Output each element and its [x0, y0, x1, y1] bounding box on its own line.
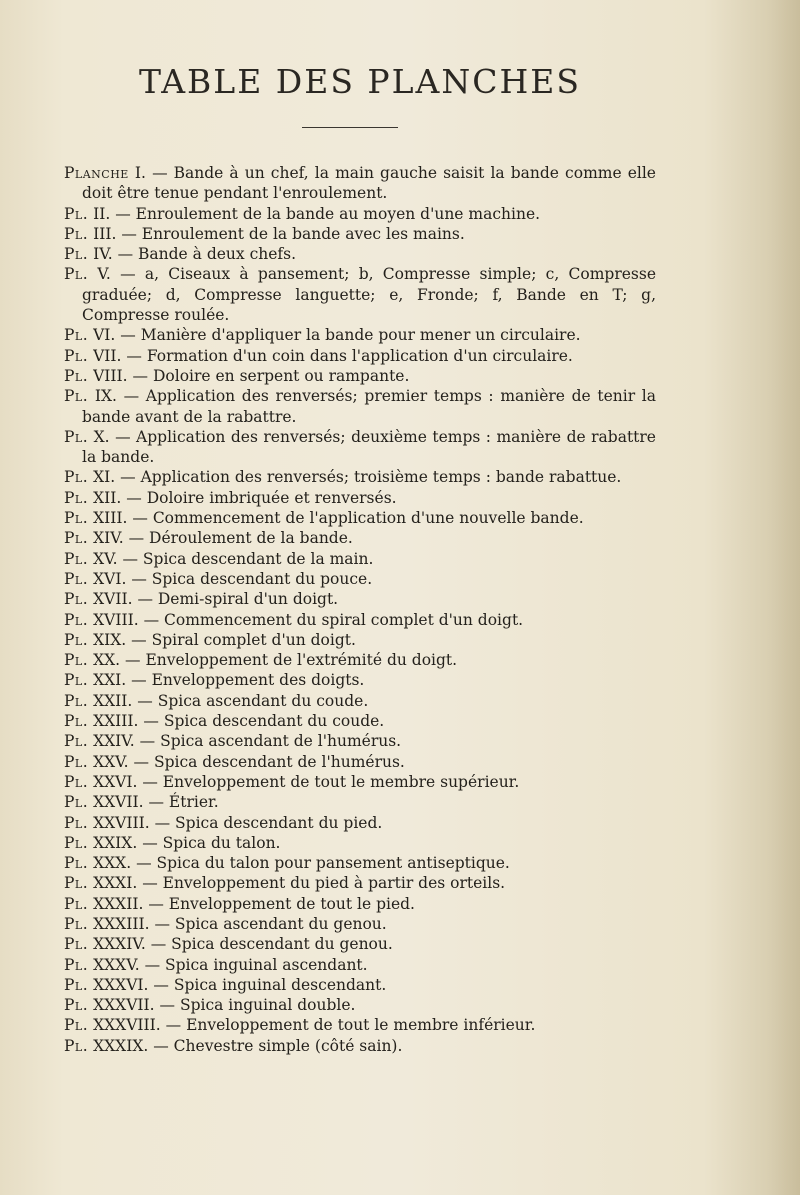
plate-description: — Enveloppement de l'extrémité du doigt.: [125, 651, 458, 670]
plate-entry: [64, 569, 656, 589]
plate-description: — Enveloppement du pied à partir des orteils.: [142, 874, 506, 893]
plate-label: Pl.: [64, 346, 89, 365]
plate-number: VII.: [93, 346, 122, 365]
plate-description: — Application des renversés; premier temps : manière de tenir la bande avant de la rabattre.: [82, 387, 656, 426]
plate-entry: [64, 752, 656, 772]
plate-number: XVII.: [93, 590, 133, 609]
plate-label: Pl.: [64, 975, 89, 994]
plate-description: — Spica inguinal ascendant.: [144, 955, 368, 974]
plate-number: XIX.: [93, 630, 127, 649]
plate-description: — Spica du talon pour pansement antiseptique.: [136, 854, 510, 873]
plate-number: XXXV.: [93, 955, 140, 974]
plate-entry: [64, 366, 656, 386]
plate-entry: [64, 224, 656, 244]
plate-entry: [64, 853, 656, 873]
plate-number: I.: [134, 164, 146, 182]
plate-entry: [64, 427, 656, 468]
plate-number: XV.: [93, 549, 118, 568]
plate-description: — Spica descendant de la main.: [122, 549, 374, 568]
plate-entry: [64, 731, 656, 751]
plate-description: — Enveloppement de tout le membre inférieur.: [165, 1016, 536, 1035]
plate-label: Pl.: [64, 326, 89, 345]
plate-number: XXXIX.: [93, 1036, 149, 1055]
plate-label: Pl.: [64, 427, 89, 446]
plate-label: Pl.: [64, 630, 89, 649]
plate-label: Pl.: [64, 488, 89, 507]
plate-number: XIV.: [93, 529, 124, 548]
plate-entry: [64, 934, 656, 954]
plate-label: Pl.: [64, 1036, 89, 1055]
plate-label: Pl.: [64, 569, 89, 588]
plate-description: — Doloire imbriquée et renversés.: [126, 488, 397, 507]
plate-number: XXXII.: [93, 894, 144, 913]
plate-number: XXIX.: [93, 833, 138, 852]
plate-entry: [64, 610, 656, 630]
plate-description: — Spica inguinal double.: [159, 996, 356, 1015]
plate-entry: [64, 691, 656, 711]
plate-number: V.: [97, 265, 111, 284]
plate-description: — a, Ciseaux à pansement; b, Compresse simple; c, Compresse graduée; d, Compresse languette; e, Fronde; f, Bande en T; g, Compresse roulée.: [82, 265, 656, 325]
plate-label: Pl.: [64, 549, 89, 568]
plate-entry: [64, 711, 656, 731]
plate-number: XXXVI.: [93, 975, 149, 994]
plate-entry: [64, 833, 656, 853]
plate-entry: [64, 650, 656, 670]
plate-number: XXVI.: [93, 772, 138, 791]
plate-label: Pl.: [64, 691, 89, 710]
plate-description: — Spica du talon.: [142, 833, 281, 852]
plate-entry: [64, 325, 656, 345]
plate-label: Planche: [64, 164, 129, 182]
plate-description: — Spica descendant du pied.: [154, 813, 383, 832]
plate-description: — Enroulement de la bande au moyen d'une machine.: [115, 204, 541, 223]
plate-number: VI.: [93, 326, 116, 345]
plate-number: XXIII.: [93, 712, 139, 731]
plate-label: Pl.: [64, 509, 89, 528]
plate-description: — Enveloppement des doigts.: [131, 671, 365, 690]
plate-entry: [64, 894, 656, 914]
page-title: TABLE DES PLANCHES: [139, 62, 581, 101]
plate-label: Pl.: [64, 996, 89, 1015]
plate-entry: [64, 244, 656, 264]
plate-description: — Manière d'appliquer la bande pour mener un circulaire.: [120, 326, 581, 345]
plate-description: — Application des renversés; troisième temps : bande rabattue.: [120, 468, 622, 487]
plate-number: II.: [93, 204, 111, 223]
plate-label: Pl.: [64, 894, 89, 913]
plate-entry: [64, 995, 656, 1015]
plate-number: XXXIV.: [93, 935, 146, 954]
plate-entry: [64, 1036, 656, 1056]
plate-entry: [64, 528, 656, 548]
plate-label: Pl.: [64, 914, 89, 933]
plate-label: Pl.: [64, 854, 89, 873]
plate-description: — Chevestre simple (côté sain).: [153, 1036, 403, 1055]
plate-label: Pl.: [64, 468, 89, 487]
plate-description: — Spica descendant du pouce.: [131, 569, 373, 588]
plate-label: Pl.: [64, 245, 89, 264]
plate-number: XVIII.: [93, 610, 139, 629]
plate-entry: [64, 204, 656, 224]
plate-label: Pl.: [64, 874, 89, 893]
plate-number: VIII.: [93, 366, 128, 385]
plate-description: — Spica descendant du coude.: [143, 712, 385, 731]
plate-entry: [64, 488, 656, 508]
plate-description: — Spica descendant du genou.: [150, 935, 393, 954]
plate-label: Pl.: [64, 204, 89, 223]
plate-entry: [64, 772, 656, 792]
plate-label: Pl.: [64, 224, 89, 243]
plate-description: — Étrier.: [148, 793, 219, 812]
plate-entry: [64, 549, 656, 569]
plate-number: XXVII.: [93, 793, 144, 812]
plate-number: XIII.: [93, 509, 128, 528]
plate-description: — Formation d'un coin dans l'application d'un circulaire.: [126, 346, 573, 365]
plate-description: — Spiral complet d'un doigt.: [131, 630, 356, 649]
plate-description: — Spica descendant de l'humérus.: [133, 752, 405, 771]
plate-label: Pl.: [64, 529, 89, 548]
plate-label: Pl.: [64, 813, 89, 832]
plate-label: Pl.: [64, 752, 89, 771]
plate-number: XXXVIII.: [93, 1016, 161, 1035]
plate-entry: [64, 792, 656, 812]
plate-description: — Enveloppement de tout le pied.: [148, 894, 415, 913]
plate-number: III.: [93, 224, 117, 243]
plate-number: XXI.: [93, 671, 127, 690]
plate-number: XXVIII.: [93, 813, 150, 832]
plate-description: — Demi-spiral d'un doigt.: [137, 590, 339, 609]
plate-entry: [64, 589, 656, 609]
plate-entry: [64, 975, 656, 995]
plate-number: XXXVII.: [93, 996, 155, 1015]
plate-label: Pl.: [64, 610, 89, 629]
plate-entry: [64, 670, 656, 690]
plate-description: — Spica ascendant de l'humérus.: [139, 732, 402, 751]
plate-label: Pl.: [64, 935, 89, 954]
plate-number: XI.: [93, 468, 116, 487]
plate-number: XX.: [93, 651, 121, 670]
plate-label: Pl.: [64, 387, 89, 406]
plate-number: XVI.: [93, 569, 127, 588]
plate-entry: [64, 630, 656, 650]
plate-description: — Déroulement de la bande.: [128, 529, 353, 548]
plate-label: Pl.: [64, 955, 89, 974]
plate-entry: [64, 813, 656, 833]
plate-entry: [64, 386, 656, 427]
plate-entry: [64, 873, 656, 893]
plate-label: Pl.: [64, 366, 89, 385]
plate-label: Pl.: [64, 772, 89, 791]
plate-entry: [64, 955, 656, 975]
plate-label: Pl.: [64, 732, 89, 751]
plate-label: Pl.: [64, 712, 89, 731]
plate-number: XXIV.: [93, 732, 135, 751]
plate-description: — Commencement du spiral complet d'un doigt.: [143, 610, 524, 629]
plate-description: — Application des renversés; deuxième temps : manière de rabattre la bande.: [82, 427, 656, 467]
plate-number: XII.: [93, 488, 122, 507]
plate-label: Pl.: [64, 651, 89, 670]
plate-number: XXII.: [93, 691, 133, 710]
plate-description: — Spica ascendant du coude.: [137, 691, 369, 710]
plate-label: Pl.: [64, 590, 89, 609]
plate-entry: [64, 346, 656, 366]
plate-entry: [64, 914, 656, 934]
plate-entry: [64, 467, 656, 487]
plate-entry: [64, 264, 656, 325]
plate-number: XXX.: [93, 854, 132, 873]
plate-description: — Doloire en serpent ou rampante.: [132, 366, 410, 385]
plate-number: XXV.: [93, 752, 129, 771]
plate-entry: [64, 163, 656, 204]
plate-label: Pl.: [64, 265, 89, 284]
plate-number: IX.: [94, 387, 117, 406]
plate-entry: [64, 508, 656, 528]
plate-description: — Enveloppement de tout le membre supérieur.: [142, 772, 520, 791]
plate-number: XXXI.: [93, 874, 138, 893]
plate-description: — Spica ascendant du genou.: [154, 914, 387, 933]
plate-description: — Spica inguinal descendant.: [153, 975, 387, 994]
plate-label: Pl.: [64, 671, 89, 690]
plate-description: — Bande à un chef, la main gauche saisit la bande comme elle doit être tenue pendant l'enroulement.: [82, 164, 656, 203]
plate-description: — Commencement de l'application d'une nouvelle bande.: [132, 509, 584, 528]
plate-number: XXXIII.: [93, 914, 150, 933]
plate-label: Pl.: [64, 833, 89, 852]
title-divider: [302, 127, 398, 128]
plate-label: Pl.: [64, 1016, 89, 1035]
plate-description: — Bande à deux chefs.: [117, 245, 297, 264]
plate-entry: [64, 1015, 656, 1035]
plate-label: Pl.: [64, 793, 89, 812]
plate-number: X.: [93, 427, 110, 446]
plate-number: IV.: [93, 245, 113, 264]
plate-description: — Enroulement de la bande avec les mains.: [121, 224, 465, 243]
plates-list: [64, 163, 656, 1056]
